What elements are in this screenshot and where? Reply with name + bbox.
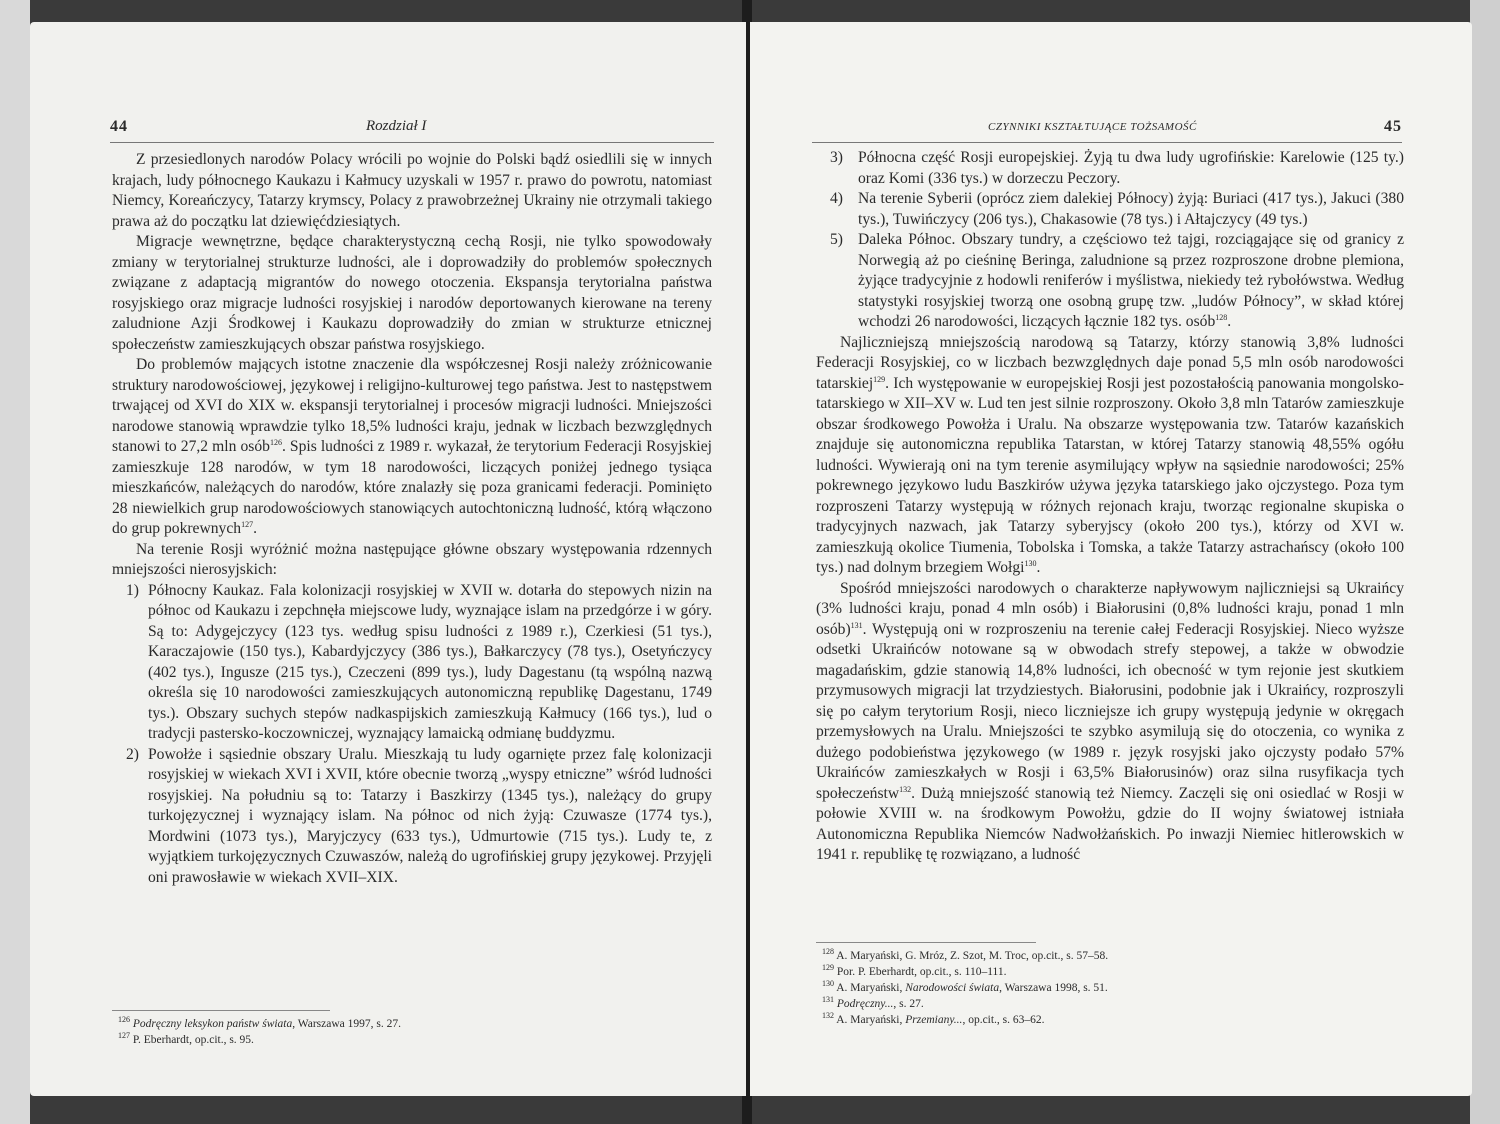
footnote: [816, 996, 1404, 1012]
paragraph: Na terenie Rosji wyróżnić można następujące główne obszary występowania rdzennych mniejszości nierosyjskich:: [112, 540, 712, 578]
footnote-text: A. Maryański,: [836, 1014, 906, 1026]
footnote-number: 128: [822, 947, 834, 957]
left-page: [30, 22, 746, 1096]
footnote-number: 132: [822, 1011, 834, 1021]
page-number: 44: [110, 118, 128, 135]
paragraph: [816, 579, 1404, 866]
footnote-text: Por. P. Eberhardt, op.cit., s. 110–111.: [836, 966, 1007, 978]
list-text: Północny Kaukaz. Fala kolonizacji rosyjskiej w XVII w. dotarła do stepowych nizin na północ od Kaukazu i zepchnęła miejscowe ludy, wyznające islam na przedgórze i w góry. Są to: Adygejczycy (123 tys. według spisu ludności z 1989 r.), Czerkiesi (51 tys.), Karaczajowie (150 tys.), Kabardyjczycy (386 tys.), Bałkarczycy (78 tys.), Osetyńczycy (402 tys.), Ingusze (215 tys.), Czeczeni (899 tys.), ludy Dagestanu (tą wspólną nazwą określa się 10 narodowości zamieszkujących autonomiczną republikę Dagestanu, 1749 tys.). Obszary suchych stepów nadkaspijskich zamieszkują Kałmucy (166 tys.), lud o tradycji pastersko-koczowniczej, wyznający lamaicką odmianę buddyzmu.: [148, 581, 712, 742]
footnote-number: 126: [118, 1015, 130, 1025]
footnote-title: Podręczny leksykon państw świata: [132, 1018, 293, 1030]
footnote: [816, 964, 1404, 980]
page-number: 45: [1384, 118, 1402, 135]
footnote-number: 127: [118, 1031, 130, 1041]
footnote: [816, 980, 1404, 996]
list-number: 4): [830, 190, 843, 207]
scan-background-right: [1470, 0, 1500, 1124]
footnote: [816, 948, 1404, 964]
right-page-body: [816, 148, 1404, 866]
footnote-number: 129: [822, 963, 834, 973]
footnote-ref[interactable]: 130: [1024, 558, 1037, 568]
list-text: Północna część Rosji europejskiej. Żyją tu dwa ludy ugrofińskie: Karelowie (125 ty.) oraz Komi (336 tys.) w dorzeczu Peczory.: [858, 149, 1404, 187]
text-run: . Spis ludności z 1989 r. wykazał, że terytorium Federacji Rosyjskiej zamieszkuje 128 narodów, w tym 18 narodowości, liczących poniżej jednego tysiąca mieszkańców, należących do narodów, które znalazły się poza granicami federacji. Pominięto 28 niewielkich grup narodowościowych stanowiących autochtoniczną ludność, którą włączono do grup pokrewnych: [112, 438, 712, 537]
footnote-text: , op.cit., s. 63–62.: [962, 1014, 1045, 1026]
footnote-number: 131: [822, 995, 834, 1005]
footnotes: [112, 1016, 712, 1048]
paragraph: Z przesiedlonych narodów Polacy wrócili po wojnie do Polski bądź osiedlili się w innych krajach, ludy północnego Kaukazu i Kałmucy uzyskali w 1957 r. prawo do powrotu, natomiast Niemcy, Koreańczycy, Tatarzy krymscy, Polacy z prawobrzeżnej Ukrainy nie otrzymali takiego prawa aż do początku lat dziewięćdziesiątych.: [112, 151, 712, 230]
text-run: .: [1227, 313, 1232, 330]
footnote-ref[interactable]: 132: [899, 784, 912, 794]
list-number: 1): [126, 581, 139, 599]
list-text: Na terenie Syberii (oprócz ziem dalekiej Północy) żyją: Buriaci (417 tys.), Jakuci (380 tys.), Tuwińczycy (206 tys.), Chakasowie (78 tys.) i Ałtajczycy (49 tys.): [858, 190, 1404, 228]
list-text: Powołże i sąsiednie obszary Uralu. Mieszkają tu ludy ogarnięte przez falę kolonizacji rosyjskiej w wiekach XVI i XVII, które obecnie tworzą „wyspy etniczne” wśród ludności rosyjskiej. Na południu są to: Tatarzy i Baszkirzy (1345 tys.), należący do grupy turkojęzycznej i wyznający islam. Na północ od nich żyją: Czuwasze (1774 tys.), Mordwini (1073 tys.), Maryjczycy (633 tys.), Udmurtowie (715 tys.). Ludy te, z wyjątkiem turkojęzycznych Czuwaszów, należą do ugrofińskiej grupy językowej. Przyjęli oni prawosławie w wiekach XVII–XIX.: [148, 745, 712, 886]
footnote-ref[interactable]: 127: [241, 519, 254, 529]
list-text: Daleka Północ. Obszary tundry, a częściowo też tajgi, rozciągające się od granicy z Norwegią aż po cieśninę Beringa, zaludnione są przez rozproszone drobne plemiona, żyjące tradycyjnie z hodowli reniferów i myślistwa, niekiedy też rybołówstwa. Według statystyki rosyjskiej tworzą one osobną grupę tzw. „ludów Północy”, w skład której wchodzi 26 narodowości, liczących łącznie 182 tys. osób: [858, 231, 1404, 330]
footnote-text: A. Maryański,: [836, 982, 906, 994]
footnote-title: Podręczny...: [836, 998, 894, 1010]
footnote-text: A. Maryański, G. Mróz, Z. Szot, M. Troc, op.cit., s. 57–58.: [836, 950, 1109, 962]
text-run: . Ich występowanie w europejskiej Rosji jest pozostałością panowania mongolsko-tatarskiego w XII–XV w. Lud ten jest silnie rozproszony. Około 3,8 mln Tatarów zamieszkuje obszar środkowego Powołża i Uralu. Na obszarze występowania tzw. Tatarów kazańskich znajduje się autonomiczna republika Tatarstan, w której Tatarzy stanowią 48,55% ogółu ludności. Wywierają oni na tym terenie asymilujący wpływ na sąsiednie narodowości; 25% pokrewnego językowo ludu Baszkirów używa języka tatarskiego jako ojczystego. Poza tym rozproszeni Tatarzy występują w różnych rejonach kraju, tworząc regionalne skupiska o tradycyjnych nazwach, jak Tatarzy syberyjscy (około 200 tys.), którzy od XVI w. zamieszkują okolice Tiumenia, Tobolska i Tomska, a także Tatarzy astrachańscy (około 100 tys.) nad dolnym brzegiem Wołgi: [816, 374, 1404, 576]
paragraph: Migracje wewnętrzne, będące charakterystyczną cechą Rosji, nie tylko spowodowały zmiany w terytorialnej strukturze ludności, ale i doprowadziły do problemów społecznych związane z adaptacją migrantów do nowego otoczenia. Ekspansja terytorialna państwa rosyjskiego oraz migracje ludności rosyjskiej i narodów deportowanych kierowane na tereny zaludnione Azji Środkowej i Kaukazu doprowadziły do zmian w strukturze etnicznej społeczeństw zamieszkujących obszar państwa rosyjskiego.: [112, 233, 712, 353]
footnote-text: P. Eberhardt, op.cit., s. 95.: [132, 1034, 254, 1046]
footnote: [112, 1032, 712, 1048]
footnote-text: , Warszawa 1998, s. 51.: [999, 982, 1108, 994]
text-run: .: [253, 520, 257, 537]
paragraph: [112, 355, 712, 540]
footnote: [816, 1012, 1404, 1028]
text-run: . Występują oni w rozproszeniu na terenie całej Federacji Rosyjskiej. Nieco wyższe odsetki Ukraińców notowane są w obwodach strefy stepowej, a także w obwodzie magadańskim, gdzie stanowią 14,8% ludności, ich obecność w tym rejonie jest skutkiem przymusowych migracji lat trzydziestych. Białorusini, podobnie jak i Ukraińcy, rozproszyli się po całym terytorium Rosji, nieco liczniejsze ich grupy występują jedynie w okręgach przemysłowych na Uralu. Mniejszości te szybko asymilują się do otoczenia, co wynika z dużego podobieństwa językowego (w 1989 r. język rosyjski jako ojczysty podało 57% Ukraińców zamieszkałych w Rosji i 63,5% Białorusinów) oraz silna rusyfikacja tych społeczeństw: [816, 620, 1404, 802]
running-head: CZYNNIKI KSZTAŁTUJĄCE TOŻSAMOŚĆ: [988, 121, 1197, 133]
region-list: [816, 148, 1404, 333]
footnote-number: 130: [822, 979, 834, 989]
right-page: [750, 22, 1472, 1096]
running-head: Rozdział I: [366, 118, 427, 134]
right-page-header: [812, 118, 1402, 143]
footnote-divider: [112, 1010, 330, 1011]
text-run: Najliczniejszą mniejszością narodową są Tatarzy, którzy stanowią 3,8% ludności Federacji Rosyjskiej, co w liczbach bezwzględnych daje ponad 5,5 mln osób narodowości tatarskiej: [816, 333, 1404, 392]
footnote-text: , s. 27.: [893, 998, 924, 1010]
footnote: [112, 1016, 712, 1032]
footnote-title: Narodowości świata: [905, 982, 1000, 994]
text-run: Do problemów mających istotne znaczenie dla współczesnej Rosji należy zróżnicowanie struktury narodowościowej, językowej i religijno-kulturowej tego państwa. Jest to następstwem trwającej od XVI do XIX w. ekspansji terytorialnej i procesów migracji ludności. Mniejszości narodowe stanowią wprawdzie tylko 18,5% ludności kraju, jednak w liczbach bezwzględnych stanowi to 27,2 mln osób: [112, 356, 712, 455]
text-run: . Dużą mniejszość stanowią też Niemcy. Zaczęli się oni osiedlać w Rosji w połowie XVIII w. na środkowym Powołżu, gdzie do II wojny światowej istniała Autonomiczna Republika Niemców Nadwołżańskich. Po inwazji Niemiec hitlerowskich w 1941 r. republikę tę rozwiązano, a ludność: [816, 784, 1404, 863]
footnote-ref[interactable]: 131: [850, 620, 863, 630]
footnote-title: Przemiany...: [905, 1014, 963, 1026]
footnote-ref[interactable]: 126: [269, 437, 282, 447]
left-page-body: [112, 150, 712, 888]
footnote-text: , Warszawa 1997, s. 27.: [292, 1018, 401, 1030]
list-number: 2): [126, 745, 139, 763]
footnote-ref[interactable]: 129: [873, 374, 886, 384]
footnote-divider: [816, 942, 1036, 943]
list-item: [112, 581, 712, 745]
list-item: [816, 148, 1404, 189]
region-list: [112, 581, 712, 889]
left-page-header: [110, 118, 714, 143]
text-run: Spośród mniejszości narodowych o charakterze napływowym najliczniejsi są Ukraińcy (3% ludności kraju, ponad 4 mln osób) i Białorusini (0,8% ludności kraju, ponad 1 mln osób): [816, 579, 1404, 638]
list-item: [816, 189, 1404, 230]
scan-background-left: [0, 0, 30, 1124]
list-item: [112, 745, 712, 889]
list-number: 5): [830, 231, 843, 248]
list-number: 3): [830, 149, 843, 166]
footnote-ref[interactable]: 128: [1215, 312, 1228, 322]
footnotes: [816, 948, 1404, 1028]
paragraph: [816, 333, 1404, 579]
list-item: [816, 230, 1404, 333]
text-run: .: [1036, 559, 1041, 576]
